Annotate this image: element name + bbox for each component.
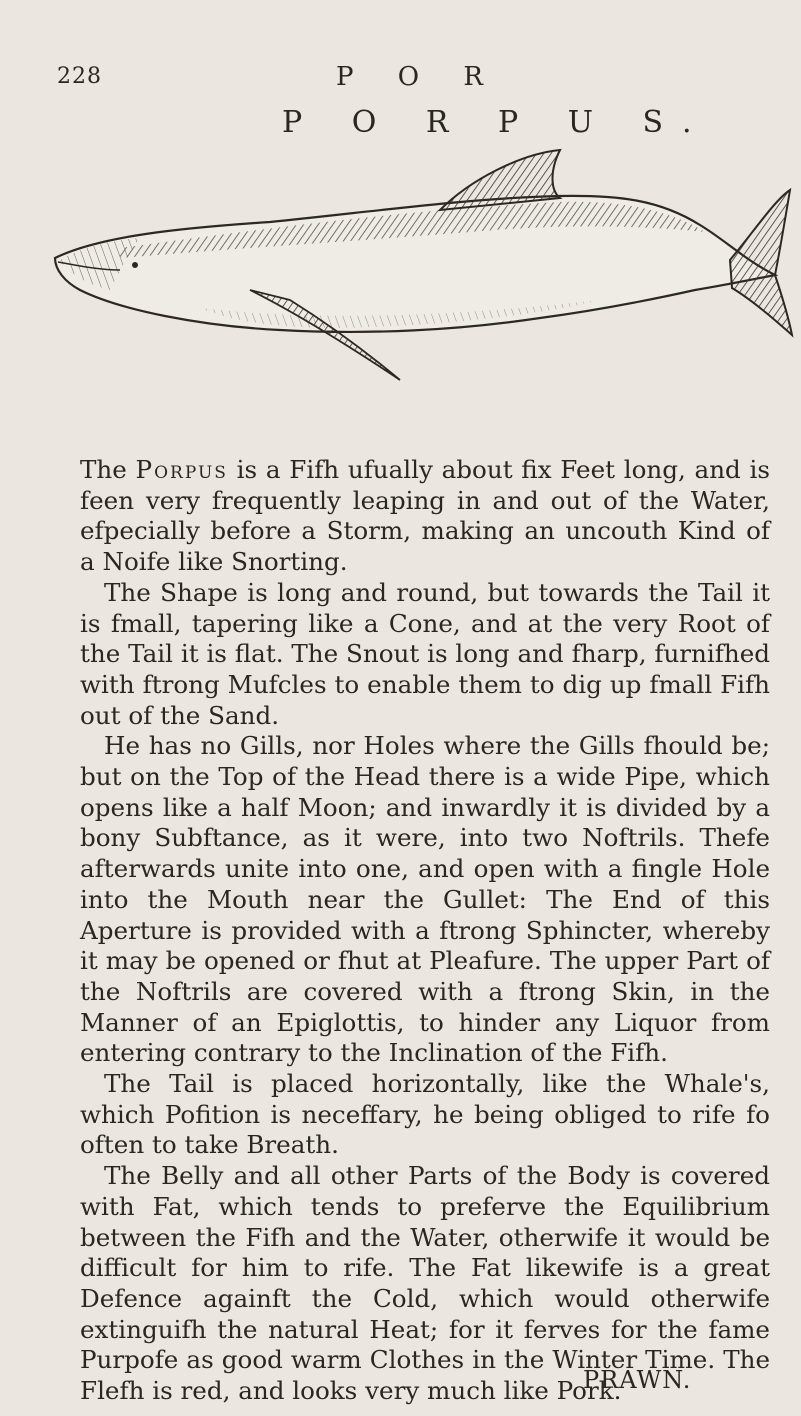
tail-fluke	[730, 190, 792, 335]
paragraph-4: The Tail is placed horizontally, like the Whale's, which Pofition is neceffary, he being obliged to rife fo often to take Breath.	[80, 1069, 770, 1160]
paragraph-1-text: is a Fifh ufually about fix Feet long, and is feen very frequently leaping in and out of the Water, efpecially before a Storm, making an uncouth Kind of a Noife like Snorting.	[80, 455, 770, 577]
entry-title: P O R P U S.	[282, 105, 712, 140]
article-body	[80, 455, 770, 1407]
paragraph-1-lead: The	[80, 455, 136, 484]
running-head: P O R	[336, 62, 501, 92]
paragraph-2: The Shape is long and round, but towards the Tail it is fmall, tapering like a Cone, and at the very Root of the Tail it is flat. The Snout is long and fharp, furnifhed with ftrong Mufcles to enable them to dig up fmall Fifh out of the Sand.	[80, 577, 770, 730]
paragraph-1	[80, 455, 770, 578]
porpus-smallcaps: Porpus	[135, 455, 228, 484]
catchword: PRAWN.	[583, 1366, 692, 1394]
page-header	[0, 62, 801, 102]
page-number: 228	[57, 64, 102, 89]
paragraph-3: He has no Gills, nor Holes where the Gills fhould be; but on the Top of the Head there is a wide Pipe, which opens like a half Moon; and inwardly it is divided by a bony Subftance, as it were, into two Noftrils. Thefe afterwards unite into one, and open with a fingle Hole into the Mouth near the Gullet: The End of this Aperture is provided with a ftrong Sphincter, whereby it may be opened or fhut at Pleafure. The upper Part of the Noftrils are covered with a ftrong Skin, in the Manner of an Epiglottis, to hinder any Liquor from entering contrary to the Inclination of the Fifh.	[80, 731, 770, 1068]
paragraph-5: The Belly and all other Parts of the Body is covered with Fat, which tends to preferve the Equilibrium between the Fifh and the Water, otherwife it would be difficult for him to rife. The Fat likewife is a great Defence againft the Cold, which would otherwife extinguifh the natural Heat; for it ferves for the fame Purpofe as good warm Clothes in the Winter Time. The Flefh is red, and looks very much like Pork.	[80, 1161, 770, 1406]
porpus-illustration	[40, 140, 796, 440]
porpus-eye	[132, 262, 138, 268]
